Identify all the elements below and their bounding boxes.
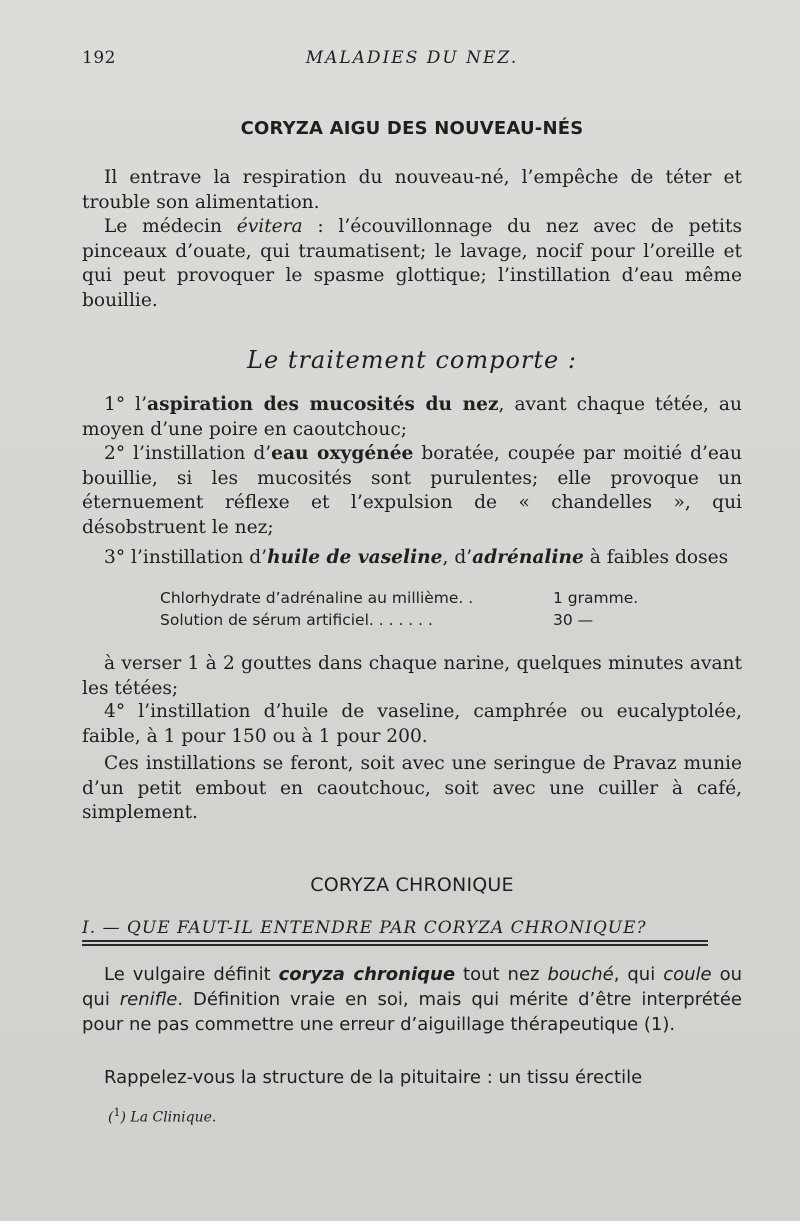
section-title-chronic: CORYZA CHRONIQUE bbox=[310, 874, 514, 896]
treatment-item-4: 4° l’instillation d’huile de vaseline, camphrée ou eucalyptolée, faible, à 1 pour 150 ou à 1 pour 200. bbox=[82, 701, 742, 747]
paragraph-structure: Rappelez-vous la structure de la pituitaire : un tissu érectile bbox=[104, 1067, 643, 1088]
section-title-acute: CORYZA AIGU DES NOUVEAU-NÉS bbox=[240, 118, 584, 139]
paragraph-intro: Il entrave la respiration du nouveau-né, l’empêche de téter et trouble son alimentation. bbox=[82, 167, 742, 213]
heading-rule bbox=[82, 940, 708, 942]
paragraph-instillations: Ces instillations se feront, soit avec une seringue de Pravaz munie d’un petit embout en caoutchouc, soit avec une cuiller à café, simplement. bbox=[82, 753, 742, 824]
paragraph-dosage: à verser 1 à 2 gouttes dans chaque narine, quelques minutes avant les tétées; bbox=[82, 653, 742, 699]
paragraph-avoid: Le médecin évitera : l’écouvillonnage du nez avec de petits pinceaux d’ouate, qui traumatisent; le lavage, nocif pour l’oreille et qui peut provoquer le spasme glottique; l’instillation d’eau même bouillie. bbox=[82, 216, 742, 311]
heading-rule bbox=[82, 944, 708, 946]
treatment-item-2: 2° l’instillation d’eau oxygénée boratée, coupée par moitié d’eau bouillie, si les mucosités sont purulentes; elle provoque un éternuement réflexe et l’expulsion de « chandelles », qui désobstruent le nez; bbox=[82, 443, 742, 538]
page-header bbox=[82, 48, 742, 74]
book-page: 192 MALADIES DU NEZ. CORYZA AIGU DES NOUVEAU-NÉS Il entrave la respiration du nouveau-né, l’empêche de téter et trouble son alimentation. Le médecin évitera : l’écouvillonnage du nez avec de petits pinceaux d’ouate, qui traumatisent; le lavage, nocif pour l’oreille et qui peut provoquer le spasme glottique; l’instillation d’eau même bouillie. Le traitement comporte : 1° l’aspiration des mucosités du nez, avant chaque tétée, au moyen d’une poire en caoutchouc; 2° l’instillation d’eau oxygénée boratée, coupée par moitié d’eau bouillie, si les mucosités sont purulentes; elle provoque un éternuement réflexe et l’expulsion de « chandelles », qui désobstruent le nez; 3° l’instillation d’huile de vaseline, d’adrénaline à faibles doses Chlorhydrate d’adrénaline au millième. . 1 gramme. Solution de sérum artificiel. . . . . . . 30 — à verser 1 à 2 gouttes dans chaque narine, quelques minutes avant les tétées; 4° l’instillation d’huile de vaseline, camphrée ou eucalyptolée, faible, à 1 pour 150 ou à 1 pour 200. Ces instillations se feront, soit avec une seringue de Pravaz munie d’un petit embout en caoutchouc, soit avec une cuiller à café, simplement. CORYZA CHRONIQUE I. — QUE FAUT-IL ENTENDRE PAR CORYZA CHRONIQUE? Le vulgaire définit coryza chronique tout nez bouché, qui coule ou qui renifle. Définition vraie en soi, mais qui mérite d’être interprétée pour ne pas commettre une erreur d’aiguillage thérapeutique (1). Rappelez-vous la structure de la pituitaire : un tissu érectile ($^1$) La Clinique. bbox=[0, 0, 800, 1221]
treatment-item-1: 1° l’aspiration des mucosités du nez, avant chaque tétée, au moyen d’une poire en caoutchouc; bbox=[82, 394, 742, 440]
paragraph-definition: Le vulgaire définit coryza chronique tout nez bouché, qui coule ou qui renifle. Définition vraie en soi, mais qui mérite d’être interprétée pour ne pas commettre une erreur d’aiguillage thérapeutique (1). bbox=[82, 964, 743, 1035]
running-title: MALADIES DU NEZ. bbox=[305, 48, 519, 68]
footnote: ($^1$) La Clinique. bbox=[108, 1106, 217, 1126]
treatment-item-3: 3° l’instillation d’huile de vaseline, d’adrénaline à faibles doses bbox=[104, 547, 729, 568]
page-number: 192 bbox=[82, 48, 116, 68]
subsection-heading: I. — QUE FAUT-IL ENTENDRE PAR CORYZA CHRONIQUE? bbox=[82, 918, 647, 938]
treatment-subheading: Le traitement comporte : bbox=[247, 346, 577, 374]
